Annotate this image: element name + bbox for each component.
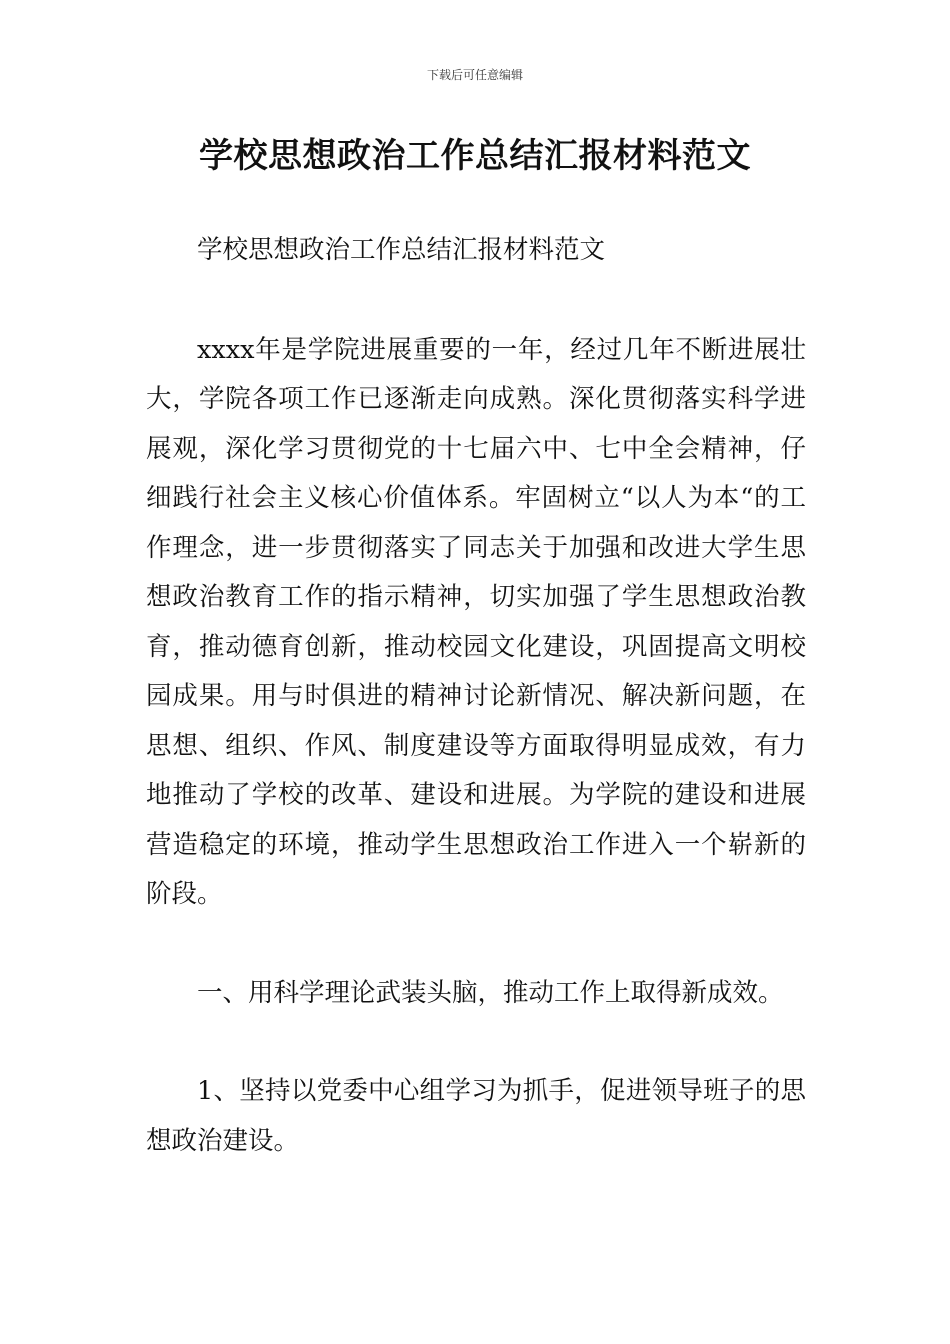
list-item-1: 1、坚持以党委中心组学习为抓手，促进领导班子的思想政治建设。 bbox=[146, 1076, 806, 1156]
header-note: 下载后可任意编辑 bbox=[426, 68, 523, 82]
document-subtitle: 学校思想政治工作总结汇报材料范文 bbox=[197, 235, 606, 265]
intro-paragraph: xxxx年是学院进展重要的一年，经过几年不断进展壮大，学院各项工作已逐渐走向成熟。深化贯彻落实科学进展观，深化学习贯彻党的十七届六中、七中全会精神，仔细践行社会主义核心价值体系。牢固树立“以人为本“的工作理念，进一步贯彻落实了同志关于加强和改进大学生思想政治教育工作的指示精神，切实加强了学生思想政治教育，推动德育创新，推动校园文化建设，巩固提高文明校园成果。用与时俱进的精神讨论新情况、解决新问题，在思想、组织、作风、制度建设等方面取得明显成效，有力地推动了学校的改革、建设和进展。为学院的建设和进展营造稳定的环境，推动学生思想政治工作进入一个崭新的阶段。 bbox=[146, 334, 806, 909]
document-title: 学校思想政治工作总结汇报材料范文 bbox=[199, 136, 751, 176]
document-body bbox=[146, 226, 806, 1166]
section-heading: 一、用科学理论武装头脑，推动工作上取得新成效。 bbox=[197, 977, 784, 1008]
